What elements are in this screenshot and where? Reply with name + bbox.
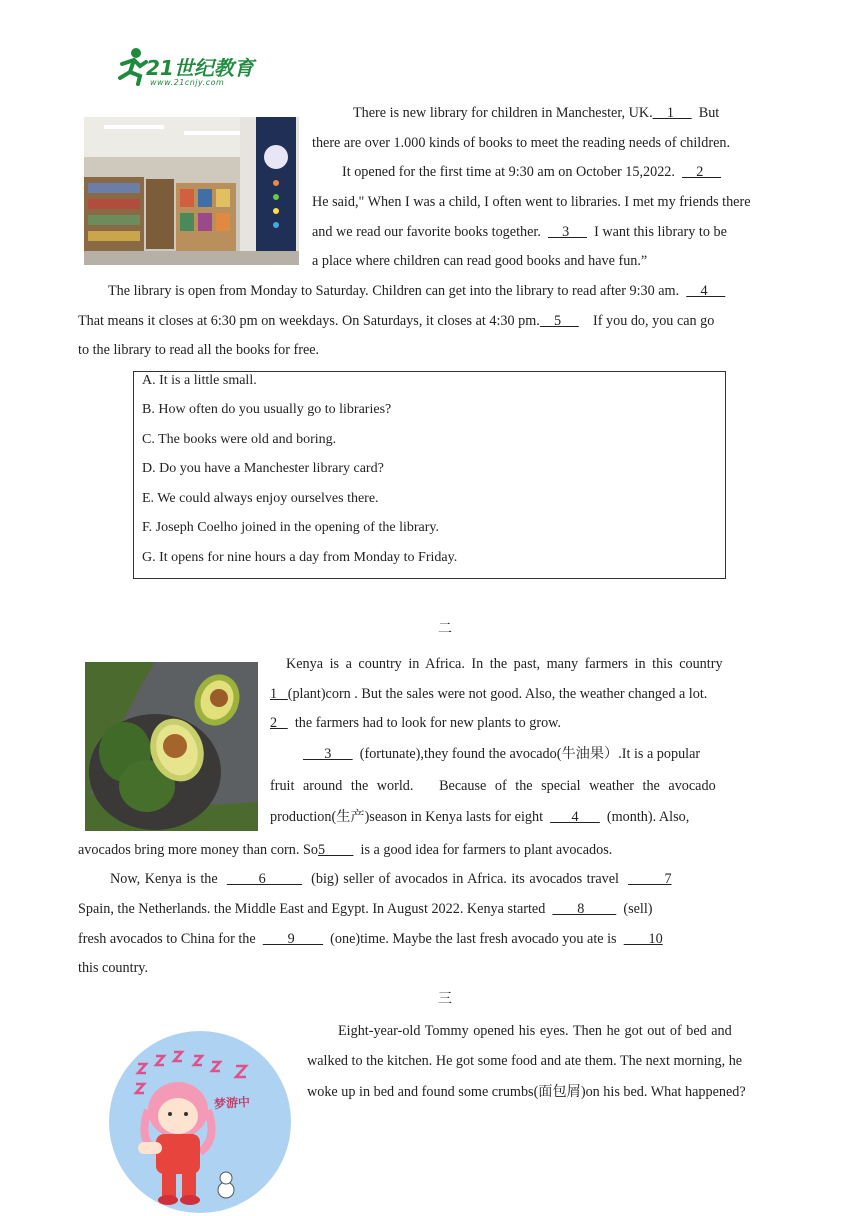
blank-s2-2[interactable]: 2 [270, 715, 288, 731]
options-box [133, 371, 726, 579]
option-a: A. It is a little small. [142, 373, 257, 388]
option-g: G. It opens for nine hours a day from Monday to Friday. [142, 550, 458, 565]
blank-s2-1[interactable]: 1 [270, 686, 288, 702]
blank-s2-8[interactable]: 8 [552, 901, 617, 917]
blank-s2-3[interactable]: 3 [303, 746, 353, 762]
blank-s2-9[interactable]: 9 [262, 931, 324, 947]
logo-text: 21世纪教育 [146, 56, 254, 80]
blank-5[interactable]: 5 [539, 313, 579, 329]
blank-s2-5[interactable]: 5 [317, 842, 354, 858]
library-photo [84, 117, 299, 265]
passage1-line-5: and we read our favorite books together. 3 I want this library to be [312, 224, 727, 240]
blank-1[interactable]: 1 [652, 105, 692, 121]
section2-line-10: fresh avocados to China for the 9 (one)time. Maybe the last fresh avocado you ate is 10 [78, 931, 663, 947]
blank-4[interactable]: 4 [686, 283, 726, 299]
blank-s2-10[interactable]: 10 [623, 931, 663, 947]
section2-line-9: Spain, the Netherlands. the Middle East and Egypt. In August 2022. Kenya started 8 (sell) [78, 901, 653, 917]
section2-heading: 二 [438, 622, 452, 637]
section2-line-5: fruit around the world. Because of the special weather the avocado [270, 778, 716, 794]
section2-line-11: this country. [78, 960, 149, 976]
section3-line-1: Eight-year-old Tommy opened his eyes. Then he got out of bed and [338, 1023, 732, 1039]
illustration-caption: 梦游中 [213, 1094, 251, 1112]
logo [112, 46, 277, 92]
section2-line-4: 3 (fortunate),they found the avocado(牛油果）.It is a popular [303, 746, 701, 762]
section2-line-3: 2 the farmers had to look for new plants to grow. [270, 715, 562, 731]
section2-line-6: production(生产)season in Kenya lasts for eight 4 (month). Also, [270, 809, 690, 825]
passage1-line-8: That means it closes at 6:30 pm on weekdays. On Saturdays, it closes at 4:30 pm. 5 If you do, you can go [78, 313, 715, 329]
blank-s2-7[interactable]: 7 [628, 871, 672, 887]
section3-line-3: woke up in bed and found some crumbs(面包屑)on his bed. What happened? [307, 1084, 746, 1100]
passage1-line-3: It opened for the first time at 9:30 am on October 15,2022. 2 [342, 164, 722, 180]
passage1-line-1: There is new library for children in Manchester, UK. 1 But [353, 105, 720, 121]
option-e: E. We could always enjoy ourselves there. [142, 491, 379, 506]
avocado-photo [85, 662, 258, 831]
sleepwalk-illustration [108, 1030, 294, 1216]
passage1-line-2: there are over 1.000 kinds of books to meet the reading needs of children. [312, 135, 731, 151]
logo-url: www.21cnjy.com [150, 78, 225, 87]
blank-3[interactable]: 3 [547, 224, 587, 240]
blank-s2-6[interactable]: 6 [226, 871, 303, 887]
section2-line-7: avocados bring more money than corn. So5 is a good idea for farmers to plant avocados. [78, 842, 613, 858]
blank-2[interactable]: 2 [682, 164, 722, 180]
section3-line-2: walked to the kitchen. He got some food and ate them. The next morning, he [307, 1053, 743, 1069]
option-d: D. Do you have a Manchester library card? [142, 461, 384, 476]
runner-logo-icon [112, 46, 150, 86]
section2-line-8: Now, Kenya is the 6 (big) seller of avocados in Africa. its avocados travel 7 [110, 871, 672, 887]
option-b: B. How often do you usually go to libraries? [142, 402, 392, 417]
option-c: C. The books were old and boring. [142, 432, 337, 447]
option-f: F. Joseph Coelho joined in the opening of the library. [142, 520, 439, 535]
section2-line-1: Kenya is a country in Africa. In the past, many farmers in this country [286, 656, 723, 672]
passage1-line-9: to the library to read all the books for free. [78, 342, 320, 358]
passage1-line-7: The library is open from Monday to Saturday. Children can get into the library to read after 9:30 am. 4 [108, 283, 726, 299]
passage1-line-4: He said," When I was a child, I often went to libraries. I met my friends there [312, 194, 751, 210]
blank-s2-4[interactable]: 4 [550, 809, 600, 825]
passage1-line-6: a place where children can read good books and have fun.” [312, 253, 648, 269]
section2-line-2: 1 (plant)corn . But the sales were not good. Also, the weather changed a lot. [270, 686, 708, 702]
section3-heading: 三 [438, 992, 452, 1007]
